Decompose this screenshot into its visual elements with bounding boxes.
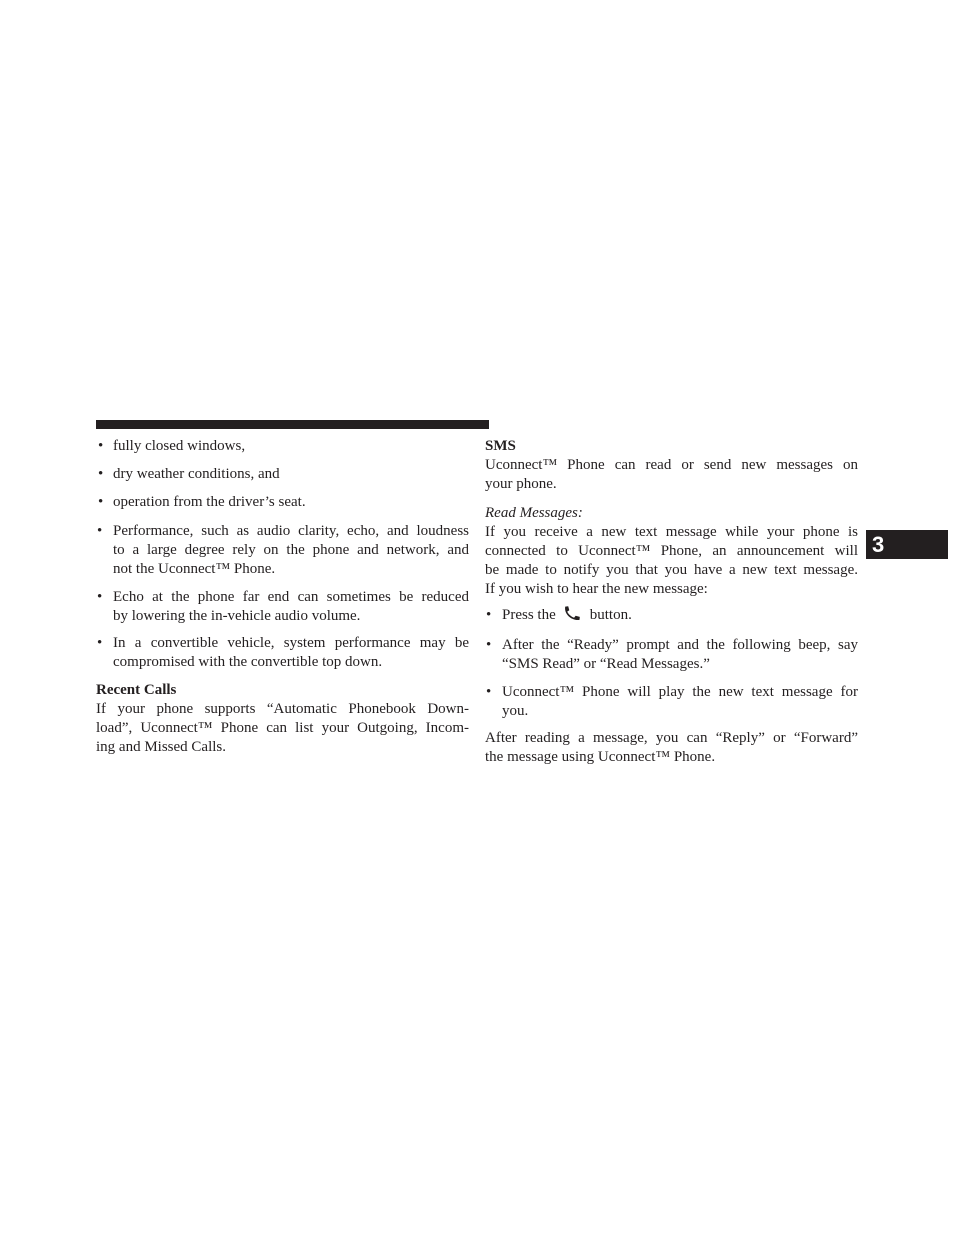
bullet-marker: •: [486, 684, 492, 700]
sub-bullet-text: dry weather conditions, and: [113, 466, 280, 482]
bullet-text-line: [502, 606, 858, 625]
paragraph-line: your phone.: [485, 476, 557, 492]
bullet-text-line: Echo at the phone far end can sometimes be reduced: [113, 589, 469, 605]
bullet-text-line: In a convertible vehicle, system performance may be: [113, 635, 469, 651]
paragraph-line: the message using Uconnect™ Phone.: [485, 749, 716, 765]
phone-icon: [562, 606, 582, 621]
bullet-marker: •: [97, 523, 103, 539]
bullet-marker: •: [486, 637, 492, 653]
closing-paragraph: [485, 729, 858, 767]
sub-bullet-item: [98, 465, 469, 484]
paragraph-line: load”, Uconnect™ Phone can list your Outgoing, Incom-: [96, 720, 469, 736]
subsection-heading: Read Messages:: [485, 505, 583, 521]
bullet-text-line: “SMS Read” or “Read Messages.”: [502, 656, 710, 672]
sub-bullet-item: [98, 437, 469, 456]
bullet-text-line: compromised with the convertible top down.: [113, 654, 383, 670]
bullet-text-line: not the Uconnect™ Phone.: [113, 561, 276, 577]
bullet-text-line: you.: [502, 703, 529, 719]
bullet-text-line: After the “Ready” prompt and the following beep, say: [502, 637, 858, 653]
paragraph-line: After reading a message, you can “Reply” or “Forward”: [485, 730, 858, 746]
recent-calls-section: [96, 681, 469, 757]
paragraph-line: ing and Missed Calls.: [96, 739, 226, 755]
bullet-marker: •: [486, 607, 492, 623]
sub-bullet-text: fully closed windows,: [113, 438, 246, 454]
bullet-item: [97, 634, 469, 672]
section-heading: Recent Calls: [96, 682, 177, 698]
paragraph-line: If you receive a new text message while your phone is: [485, 524, 858, 540]
press-phone-bullet: [486, 606, 858, 625]
paragraph-line: Uconnect™ Phone can read or send new messages on: [485, 457, 858, 473]
sub-bullet-item: [98, 493, 469, 512]
read-messages-section: [485, 504, 858, 599]
bullet-marker: •: [98, 438, 104, 454]
paragraph-line: be made to notify you that you have a new text message.: [485, 562, 858, 578]
bullet-text-line: by lowering the in-vehicle audio volume.: [113, 608, 361, 624]
sub-bullet-text: operation from the driver’s seat.: [113, 494, 306, 510]
bullet-text-line: to a large degree rely on the phone and network, and: [113, 542, 469, 558]
paragraph-line: If your phone supports “Automatic Phonebook Down-: [96, 701, 469, 717]
bullet-item: [97, 522, 469, 579]
button-text: button.: [589, 607, 632, 623]
sms-section: [485, 437, 858, 494]
bullet-marker: •: [97, 589, 103, 605]
bullet-marker: •: [98, 466, 104, 482]
bullet-marker: •: [98, 494, 104, 510]
bullet-item: [97, 588, 469, 626]
chapter-tab: 3: [866, 530, 948, 559]
section-heading: SMS: [485, 438, 516, 454]
press-text: Press the: [502, 607, 556, 623]
paragraph-line: connected to Uconnect™ Phone, an announcement will: [485, 543, 858, 559]
bullet-text-line: Performance, such as audio clarity, echo, and loudness: [113, 523, 469, 539]
bullet-item: [486, 636, 858, 674]
bullet-marker: •: [97, 635, 103, 651]
paragraph-line: If you wish to hear the new message:: [485, 581, 708, 597]
bullet-item: [486, 683, 858, 721]
bullet-text-line: Uconnect™ Phone will play the new text message for: [502, 684, 858, 700]
section-top-rule: [96, 420, 489, 429]
